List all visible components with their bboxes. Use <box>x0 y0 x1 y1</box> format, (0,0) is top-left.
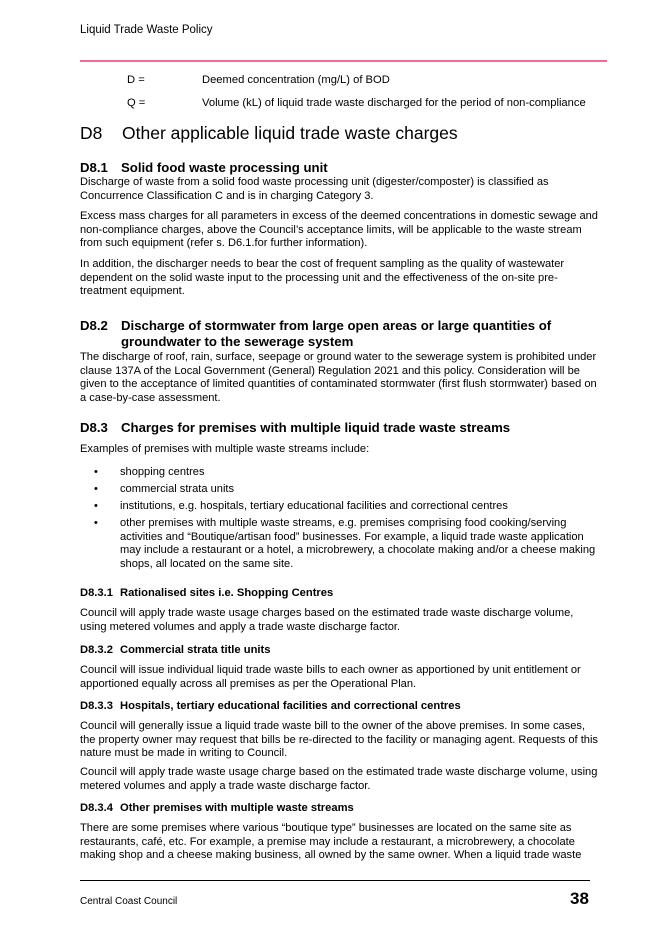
subsection-heading-d8-2 <box>80 318 551 350</box>
paragraph: There are some premises where various “boutique type” businesses are located on the same site as restaurants, café, etc. For example, a premise may include a restaurant, a microbrewery, a chocolate making shop and a cheese making business, all owned by the same owner. When a liquid trade waste <box>80 822 582 862</box>
subsection-heading-d8-3 <box>80 420 510 436</box>
definition-text: Deemed concentration (mg/L) of BOD <box>202 74 390 86</box>
subsection-number: D8.1 <box>80 160 108 175</box>
list-item: • commercial strata units <box>80 483 600 497</box>
definition-symbol: D = <box>127 74 145 86</box>
list-item: • institutions, e.g. hospitals, tertiary educational facilities and correctional centres <box>80 500 600 514</box>
subsection-title-line2: groundwater to the sewerage system <box>121 334 354 349</box>
sub-subsection-number: D8.3.2 <box>80 644 113 656</box>
running-header: Liquid Trade Waste Policy <box>80 24 213 36</box>
sub-subsection-number: D8.3.3 <box>80 700 113 712</box>
sub-subsection-title: Rationalised sites i.e. Shopping Centres <box>120 587 334 599</box>
subsection-heading-d8-1 <box>80 160 328 176</box>
paragraph: Council will apply trade waste usage charges based on the estimated trade waste discharge volume, using metered volumes and apply a trade waste discharge factor. <box>80 607 574 633</box>
paragraph: Discharge of waste from a solid food waste processing unit (digester/composter) is classified as Concurrence Classification C and is in charging Category 3. <box>80 176 549 202</box>
paragraph: Council will issue individual liquid trade waste bills to each owner as apportioned by unit entitlement or apportioned equally across all premises as per the Operational Plan. <box>80 664 581 690</box>
sub-subsection-heading-d8-3-4 <box>80 802 354 814</box>
paragraph: Examples of premises with multiple waste streams include: <box>80 443 370 455</box>
definition-row <box>127 74 390 86</box>
definition-row <box>127 97 586 109</box>
bullet-list <box>80 466 600 575</box>
sub-subsection-title: Other premises with multiple waste streams <box>120 802 354 814</box>
footer-divider <box>80 880 590 881</box>
paragraph: Council will generally issue a liquid trade waste bill to the owner of the above premises. In some cases, the property owner may request that bills be re-directed to the facility or managing agent. Requests of this nature must be made in writing to Council. <box>80 720 598 760</box>
paragraph: Council will apply trade waste usage charge based on the estimated trade waste discharge volume, using metered volumes and apply a trade waste discharge factor. <box>80 766 598 792</box>
footer-organisation: Central Coast Council <box>80 896 178 907</box>
paragraph: The discharge of roof, rain, surface, seepage or ground water to the sewerage system is prohibited under clause 137A of the Local Government (General) Regulation 2021 and this policy. Consideration will be given to the acceptance of limited quantities of contaminated stormwater (first flush stormwater) based on a case-by-case assessment. <box>80 351 597 404</box>
sub-subsection-title: Commercial strata title units <box>120 644 271 656</box>
section-heading <box>80 123 458 144</box>
list-item: • other premises with multiple waste streams, e.g. premises comprising food cooking/serving activities and “Boutique/artisan food” businesses. For example, a liquid trade waste application may include a restaurant or a hotel, a microbrewery, a chocolate making and/or a cheese making shops, all located on the same site. <box>80 517 600 571</box>
page-number: 38 <box>570 889 589 908</box>
sub-subsection-heading-d8-3-3 <box>80 700 461 712</box>
definition-text: Volume (kL) of liquid trade waste discharged for the period of non-compliance <box>202 97 586 109</box>
header-divider <box>80 60 607 62</box>
paragraph: In addition, the discharger needs to bear the cost of frequent sampling as the quality of wastewater dependent on the solid waste input to the processing unit and the effectiveness of the on-site pre-treatment equipment. <box>80 258 565 298</box>
subsection-title-line1: Discharge of stormwater from large open areas or large quantities of <box>121 318 552 333</box>
sub-subsection-number: D8.3.1 <box>80 587 113 599</box>
subsection-number: D8.3 <box>80 420 108 435</box>
subsection-title: Solid food waste processing unit <box>121 160 328 175</box>
list-item: • shopping centres <box>80 466 600 480</box>
sub-subsection-heading-d8-3-2 <box>80 644 270 656</box>
section-title: Other applicable liquid trade waste charges <box>122 123 458 143</box>
paragraph: Excess mass charges for all parameters in excess of the deemed concentrations in domestic sewage and non-compliance charges, above the Council’s acceptance limits, will be applicable to the waste stream from such equipment (refer s. D6.1.for further information). <box>80 210 598 250</box>
subsection-title: Charges for premises with multiple liquid trade waste streams <box>121 420 511 435</box>
definition-symbol: Q = <box>127 97 146 109</box>
sub-subsection-number: D8.3.4 <box>80 802 113 814</box>
section-number: D8 <box>80 123 103 143</box>
sub-subsection-heading-d8-3-1 <box>80 587 333 599</box>
sub-subsection-title: Hospitals, tertiary educational facilities and correctional centres <box>120 700 461 712</box>
subsection-number: D8.2 <box>80 318 108 333</box>
